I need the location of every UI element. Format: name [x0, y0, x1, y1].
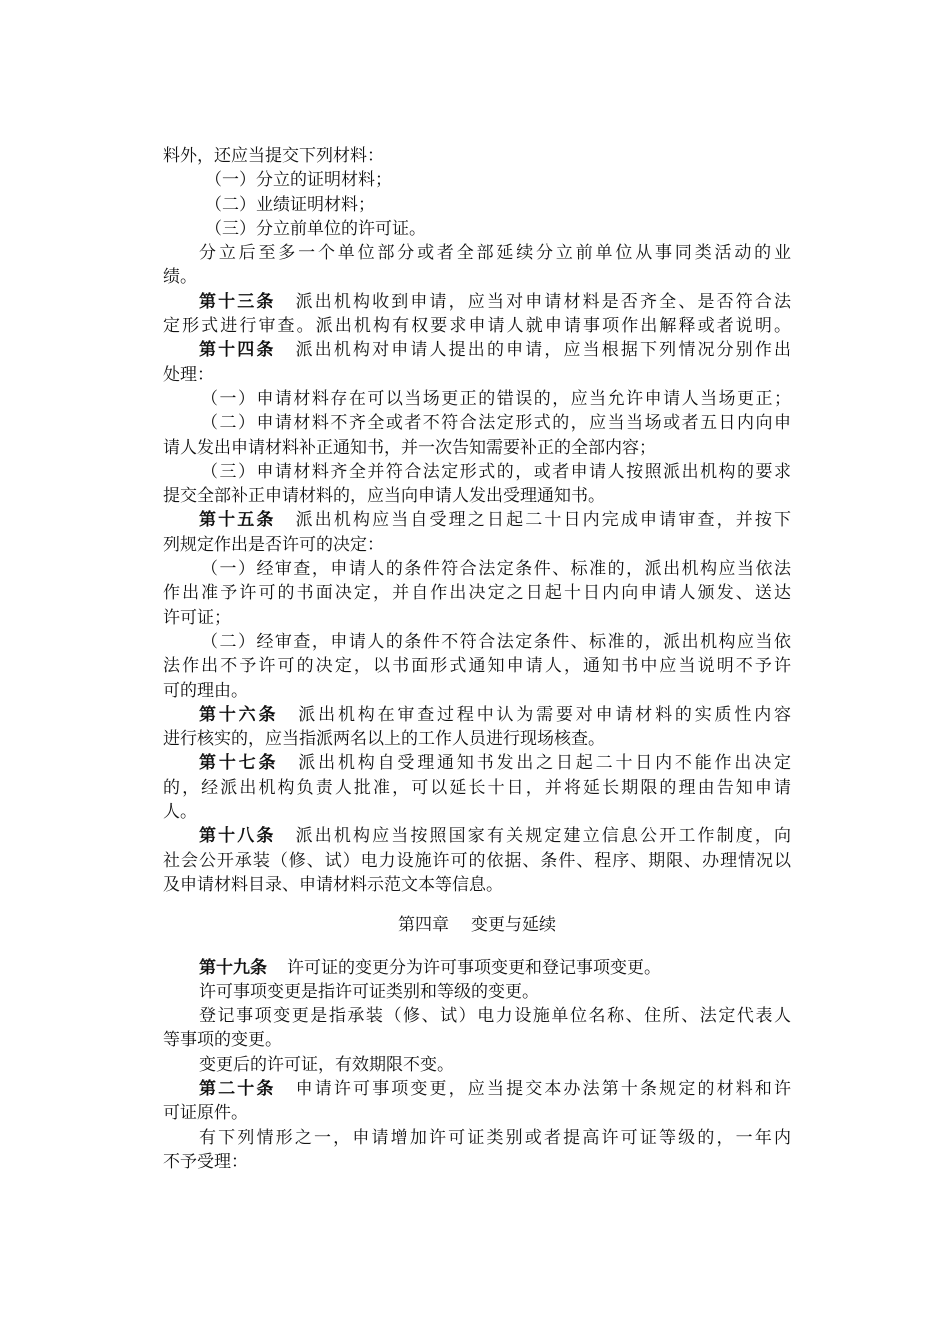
- article-text: 派出机构应当自受理之日起二十日内完成申请审查，并按下: [295, 510, 792, 531]
- article-19: [163, 956, 791, 980]
- article-text: 派出机构在审查过程中认为需要对申请材料的实质性内容: [298, 704, 792, 725]
- chapter-heading: [163, 913, 791, 937]
- paragraph-line: 进行核实的，应当指派两名以上的工作人员进行现场核查。: [163, 729, 605, 750]
- paragraph-line: 可的理由。: [163, 680, 248, 701]
- article-text: 派出机构自受理通知书发出之日起二十日内不能作出决定: [298, 753, 792, 774]
- paragraph-line: 的，经派出机构负责人批准，可以延长十日，并将延长期限的理由告知申请: [163, 777, 791, 798]
- paragraph-line: 及申请材料目录、申请材料示范文本等信息。: [163, 874, 503, 895]
- article-15: [163, 508, 791, 532]
- article-title: 第十六条: [199, 704, 279, 725]
- article-title: 第十七条: [199, 753, 279, 774]
- paragraph-line: 料外，还应当提交下列材料：: [163, 146, 384, 166]
- paragraph-line: 提交全部补正申请材料的，应当向申请人发出受理通知书。: [163, 486, 605, 507]
- chapter-number: 第四章: [398, 915, 449, 936]
- paragraph-line: 人。: [163, 802, 197, 823]
- paragraph-line: 作出准予许可的书面决定，并自作出决定之日起十日内向申请人颁发、送达: [163, 583, 791, 604]
- paragraph-line: 变更后的许可证，有效期限不变。: [199, 1054, 454, 1075]
- list-item: （一）申请材料存在可以当场更正的错误的，应当允许申请人当场更正；: [201, 388, 791, 409]
- paragraph-line: 许可事项变更是指许可证类别和等级的变更。: [199, 981, 539, 1002]
- paragraph-line: 不予受理：: [163, 1151, 248, 1172]
- paragraph-line: 等事项的变更。: [163, 1030, 282, 1051]
- article-18: [163, 824, 791, 848]
- list-item: （一）分立的证明材料；: [205, 170, 392, 191]
- article-text: 许可证的变更分为许可事项变更和登记事项变更。: [287, 957, 661, 978]
- list-item: （二）申请材料不齐全或者不符合法定形式的，应当当场或者五日内向申: [201, 413, 791, 434]
- paragraph-line: 法作出不予许可的决定，以书面形式通知申请人，通知书中应当说明不予许: [163, 656, 791, 677]
- article-text: 派出机构收到申请，应当对申请材料是否齐全、是否符合法: [295, 291, 792, 312]
- list-item: （三）申请材料齐全并符合法定形式的，或者申请人按照派出机构的要求: [201, 461, 791, 482]
- article-13: [163, 290, 791, 314]
- article-text: 派出机构应当按照国家有关规定建立信息公开工作制度，向: [295, 826, 792, 847]
- article-20: [163, 1077, 791, 1101]
- list-item: （三）分立前单位的许可证。: [205, 218, 426, 239]
- article-17: [163, 751, 791, 775]
- paragraph-line: 有下列情形之一，申请增加许可证类别或者提高许可证等级的，一年内: [199, 1127, 791, 1148]
- article-title: 第十五条: [199, 510, 276, 531]
- paragraph-line: 许可证；: [163, 607, 231, 628]
- article-title: 第十八条: [199, 826, 276, 847]
- paragraph-line: 定形式进行审查。派出机构有权要求申请人就申请事项作出解释或者说明。: [163, 316, 791, 337]
- article-16: [163, 703, 791, 727]
- paragraph-line: 分立后至多一个单位部分或者全部延续分立前单位从事同类活动的业: [199, 243, 791, 264]
- chapter-title: 变更与延续: [471, 915, 556, 936]
- list-item: （二）经审查，申请人的条件不符合法定条件、标准的，派出机构应当依: [201, 631, 791, 652]
- document-page: [163, 144, 791, 1174]
- paragraph-line: 请人发出申请材料补正通知书，并一次告知需要补正的全部内容；: [163, 437, 656, 458]
- paragraph-line: 绩。: [163, 267, 197, 288]
- list-item: （一）经审查，申请人的条件符合法定条件、标准的，派出机构应当依法: [201, 559, 791, 580]
- article-text: 申请许可事项变更，应当提交本办法第十条规定的材料和许: [295, 1078, 792, 1099]
- paragraph-line: 登记事项变更是指承装（修、试）电力设施单位名称、住所、法定代表人: [199, 1006, 791, 1027]
- paragraph-line: 社会公开承装（修、试）电力设施许可的依据、条件、程序、期限、办理情况以: [163, 850, 791, 871]
- article-14: [163, 338, 791, 362]
- paragraph-line: 处理：: [163, 364, 214, 385]
- article-title: 第十九条: [199, 957, 267, 978]
- article-title: 第十三条: [199, 291, 276, 312]
- article-text: 派出机构对申请人提出的申请，应当根据下列情况分别作出: [295, 340, 792, 361]
- article-title: 第十四条: [199, 340, 276, 361]
- article-title: 第二十条: [199, 1078, 276, 1099]
- list-item: （二）业绩证明材料；: [205, 194, 375, 215]
- paragraph-line: 可证原件。: [163, 1103, 248, 1124]
- paragraph-line: 列规定作出是否许可的决定：: [163, 534, 384, 555]
